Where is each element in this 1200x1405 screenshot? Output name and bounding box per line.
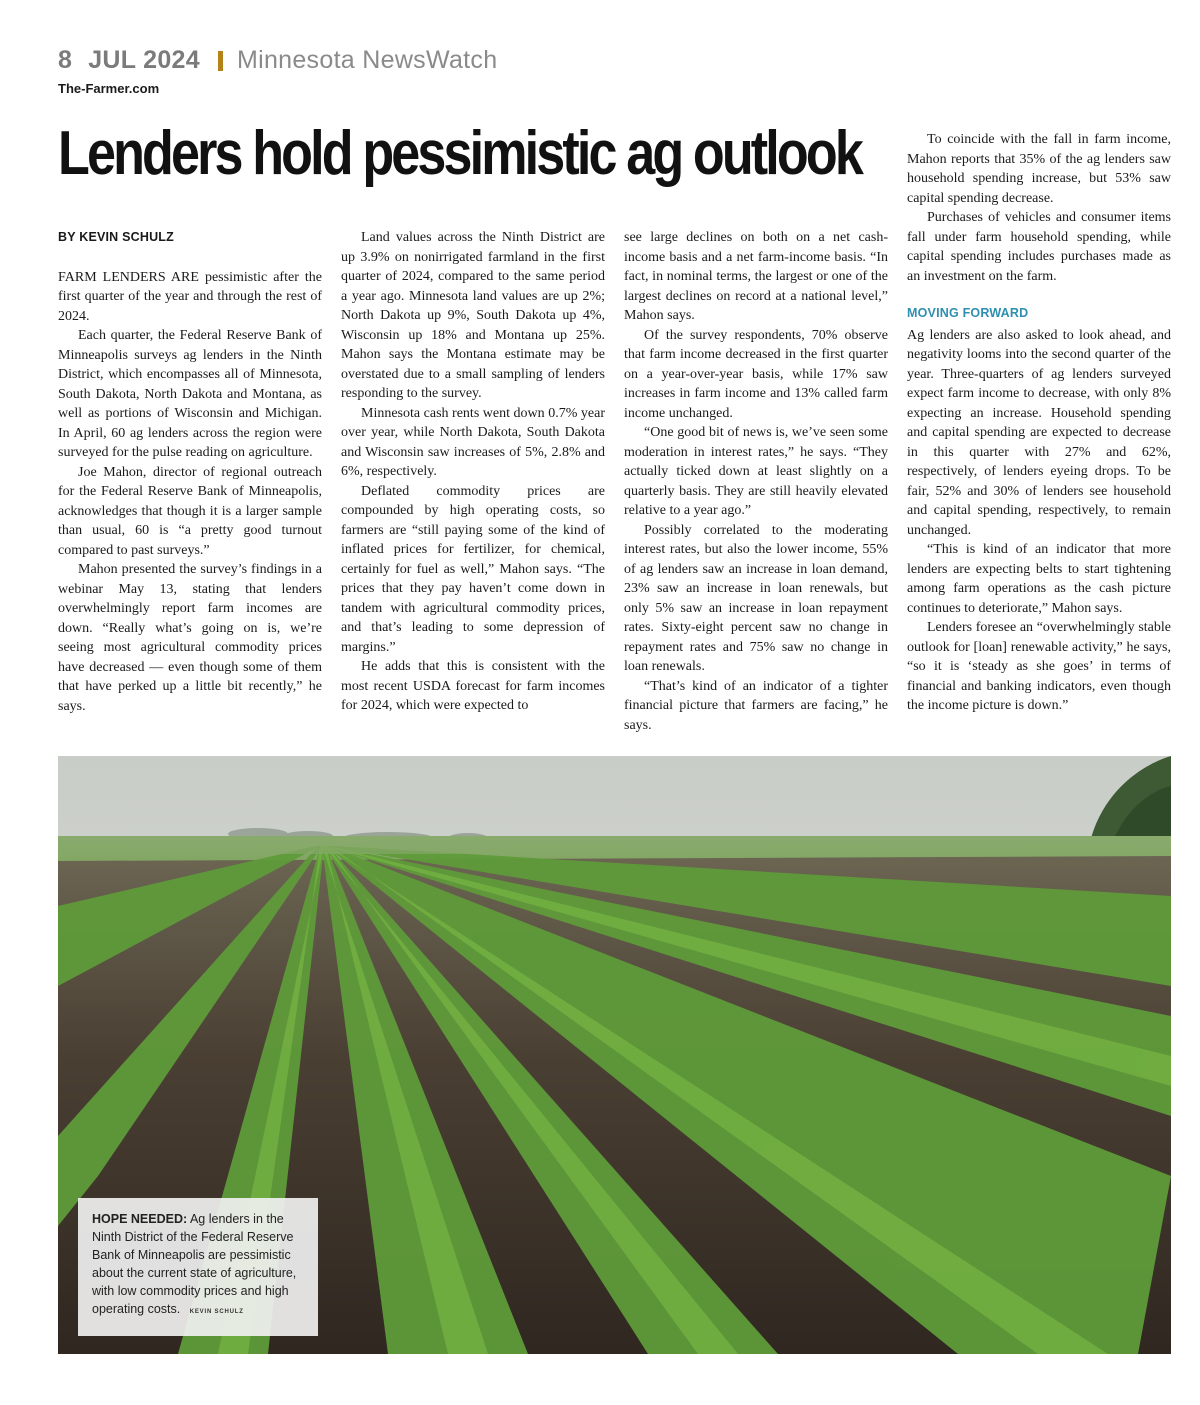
byline: BY KEVIN SCHULZ: [58, 230, 174, 244]
caption-head: HOPE NEEDED:: [92, 1212, 188, 1226]
page-number: 8: [58, 46, 73, 74]
paragraph: Of the survey respondents, 70% observe that farm income decreased in the first quarter on a year-over-year basis, while 17% saw increases in farm income and 13% called farm income unchanged.: [624, 327, 888, 421]
paragraph: “One good bit of news is, we’ve seen some moderation in interest rates,” he says. “They actually ticked down at least slightly on a quarterly basis. They are still heavily elevated relative to a year ago.”: [624, 425, 888, 518]
page-header: [58, 46, 497, 96]
paragraph: Land values across the Ninth District are up 3.9% on nonirrigated farmland in the first quarter of 2024, compared to the same period a year ago. Minnesota land values are up 2%; North Dakota up 9%, South Dakota up 4%, Wisconsin up 18% and Montana up 25%. Mahon says the Montana estimate may be overstated due to a small sampling of lenders responding to the survey.: [341, 230, 605, 401]
website-url: The-Farmer.com: [58, 81, 160, 96]
paragraph: Each quarter, the Federal Reserve Bank of Minneapolis surveys ag lenders in the Ninth District, which encompasses all of Minnesota, South Dakota, North Dakota and Montana, as well as portions of Wisconsin and Michigan. In April, 60 ag lenders across the region were surveyed for the pulse reading on agriculture.: [58, 328, 322, 460]
folio-divider: [218, 51, 223, 71]
paragraph: Deflated commodity prices are compounded by high operating costs, so farmers are “still paying some of the kind of inflated prices for fertilizer, for chemical, certainly for fuel as well,” Mahon says. “The prices that they pay haven’t come down in tandem with agricultural commodity prices, and that’s leading to some depression of margins.”: [341, 483, 605, 655]
issue-date: JUL 2024: [88, 46, 200, 74]
article-headline: Lenders hold pessimistic ag outlook: [58, 119, 861, 188]
paragraph: FARM LENDERS ARE pessimistic after the first quarter of the year and through the rest of 2024.: [58, 269, 322, 324]
paragraph: “That’s kind of an indicator of a tighter financial picture that farmers are facing,” he says.: [624, 678, 888, 733]
paragraph: Possibly correlated to the moderating interest rates, but also the lower income, 55% of ag lenders saw an increase in loan demand, 23% saw an increase in loan renewals, but only 5% saw an increase in loan repayment rates. Sixty-eight percent saw no change in repayment rates and 75% saw no change in loan renewals.: [624, 522, 888, 674]
paragraph: Ag lenders are also asked to look ahead, and negativity looms into the second quarter of the year. Three-quarters of ag lenders surveyed expect farm income to decrease, with only 8% expecting an increase. Household spending and capital spending are expected to decrease in this quarter with 27% and 62%, respectively, of lenders eyeing drops. To be fair, 52% and 30% of lenders see household and capital spending, respectively, to remain unchanged.: [907, 327, 1171, 538]
article-column-1: [58, 228, 322, 716]
article-column-3: [624, 228, 888, 735]
caption-text: Ag lenders in the Ninth District of the Federal Reserve Bank of Minneapolis are pessimistic about the current state of agriculture, with low commodity prices and high operating costs.: [92, 1212, 297, 1316]
paragraph: Purchases of vehicles and consumer items fall under farm household spending, while capital spending includes purchases made as an investment on the farm.: [907, 210, 1171, 284]
paragraph: Joe Mahon, director of regional outreach for the Federal Reserve Bank of Minneapolis, acknowledges that though it is a larger sample than usual, 60 is “a pretty good turnout compared to past surveys.”: [58, 464, 322, 558]
photo-credit: KEVIN SCHULZ: [189, 1309, 244, 1315]
paragraph: To coincide with the fall in farm income, Mahon reports that 35% of the ag lenders saw household spending increase, but 53% saw capital spending decrease.: [907, 132, 1171, 206]
folio: [58, 46, 497, 75]
paragraph: He adds that this is consistent with the most recent USDA forecast for farm incomes for 2024, which were expected to: [341, 659, 605, 713]
paragraph: Lenders foresee an “overwhelmingly stable outlook for [loan] renewable activity,” he says, “so it is ‘steady as she goes’ in terms of financial and banking indicators, even though the income picture is down.”: [907, 620, 1171, 713]
paragraph: Minnesota cash rents went down 0.7% year over year, while North Dakota, South Dakota and Wisconsin saw increases of 5%, 2.8% and 6%, respectively.: [341, 405, 605, 479]
paragraph: Mahon presented the survey’s findings in a webinar May 13, stating that lenders overwhelmingly report farm incomes are down. “Really what’s going on is, we’re seeing most agricultural commodity prices have decreased — even though some of them that have perked up a little bit recently,” he says.: [58, 562, 322, 714]
paragraph: “This is kind of an indicator that more lenders are expecting belts to start tightening among farm operations as the cash picture continues to deteriorate,” Mahon says.: [907, 542, 1171, 616]
article-column-2: [341, 228, 605, 716]
article-column-4: [907, 130, 1171, 716]
photo-caption: [78, 1198, 318, 1336]
section-subhead: MOVING FORWARD: [907, 306, 1029, 320]
publication-name: Minnesota NewsWatch: [236, 46, 498, 74]
paragraph: see large declines on both on a net cash-income basis and a net farm-income basis. “In fact, in nominal terms, the largest or one of the largest declines on record at a national level,” Mahon says.: [624, 230, 888, 323]
